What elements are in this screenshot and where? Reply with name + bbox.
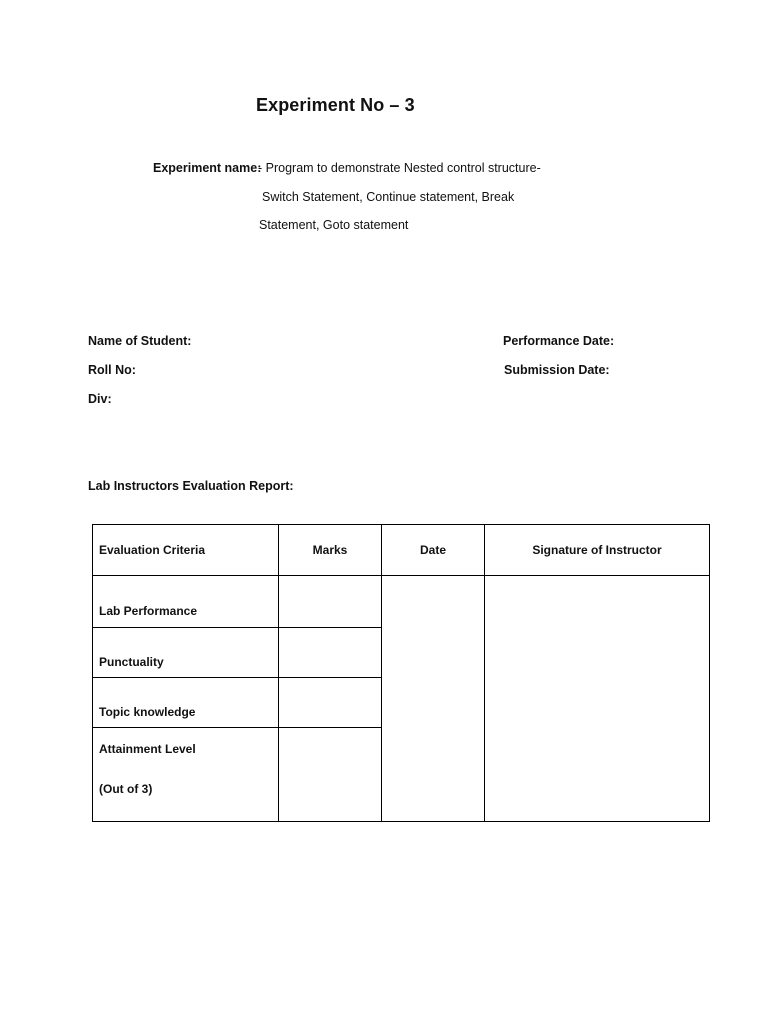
signature-cell [485,576,710,822]
header-date: Date [382,525,485,576]
experiment-title: Experiment No – 3 [256,95,415,115]
criteria-topic-knowledge: Topic knowledge [93,678,279,728]
marks-cell [279,678,382,728]
experiment-name-line-1: - Program to demonstrate Nested control structure- [258,161,541,175]
criteria-lab-performance: Lab Performance [93,576,279,628]
performance-date-label: Performance Date: [503,334,615,348]
experiment-name-line-2: Switch Statement, Continue statement, Break [262,190,515,204]
table-row [93,576,710,628]
criteria-attainment-level [93,728,279,822]
experiment-name-line-3: Statement, Goto statement [259,218,409,232]
marks-cell [279,576,382,628]
marks-cell [279,628,382,678]
evaluation-table [92,524,710,822]
submission-date-label: Submission Date: [504,363,610,377]
marks-cell [279,728,382,822]
header-signature: Signature of Instructor [485,525,710,576]
attainment-level-label: Attainment Level [99,742,196,756]
experiment-name-label: Experiment name: [153,161,262,175]
criteria-punctuality: Punctuality [93,628,279,678]
div-label: Div: [88,392,112,406]
date-cell [382,576,485,822]
header-evaluation-criteria: Evaluation Criteria [93,525,279,576]
evaluation-report-heading: Lab Instructors Evaluation Report: [88,479,294,493]
header-marks: Marks [279,525,382,576]
roll-no-label: Roll No: [88,363,136,377]
table-header-row [93,525,710,576]
name-of-student-label: Name of Student: [88,334,192,348]
attainment-scale-label: (Out of 3) [99,782,153,796]
